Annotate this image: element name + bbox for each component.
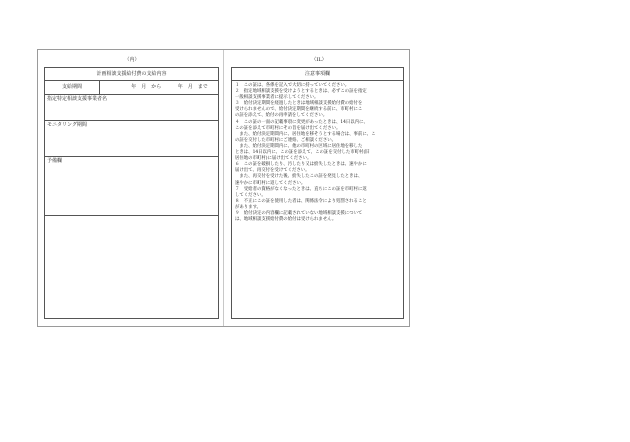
note-line: 届け出て、再交付を受けてください。 <box>235 168 310 174</box>
benefit-content-table <box>44 67 219 319</box>
note-line: ７ 受給者の資格がなくなったときは、直ちにこの証を市町村に返 <box>235 186 367 192</box>
note-line: ８ 不正にこの証を使用した者は、関係法令により処罰されること <box>235 198 367 204</box>
notes-list <box>235 83 400 223</box>
note-line: 居住地の市町村)に届け出てください。 <box>235 156 312 162</box>
monitoring-row <box>45 121 218 157</box>
monitoring-label: モニタリング期間 <box>47 122 87 128</box>
period-from: 年 月 から <box>131 84 162 90</box>
office-label: 指定特定相談支援事業者名 <box>47 96 108 102</box>
remarks-label: 予備欄 <box>47 158 63 164</box>
blank-area <box>45 216 218 318</box>
certificate-sheet <box>37 49 410 327</box>
note-line: また、再交付を受けた後、紛失したこの証を発見したときは、 <box>235 174 363 180</box>
period-label: 支給期間 <box>45 81 100 94</box>
inner-side-label: （内） <box>124 57 140 63</box>
note-line: ときは、14日以内に、この証を添えて、この証を交付した市町村(旧 <box>235 150 370 156</box>
fold-line <box>223 50 224 326</box>
note-line: があります。 <box>235 204 261 210</box>
notes-panel <box>231 67 404 319</box>
period-value <box>103 81 216 94</box>
outer-side-label: （IL） <box>311 57 327 63</box>
table-title: 計画相談支援給付費の支給内容 <box>45 68 218 81</box>
office-row <box>45 95 218 121</box>
note-line: また、給付決定期間内に、居住地を移そうとする場合は、事前に、こ <box>235 131 376 137</box>
note-line: 受けられませんので、給付決定期間を継続する前に、市町村にこ <box>235 107 363 113</box>
note-line: してください。 <box>235 192 266 198</box>
note-line: の証を交付した市町村にご連絡、ご相談ください。 <box>235 137 336 143</box>
period-to: 年 月 まで <box>177 84 208 90</box>
note-line: の証を添えて、給付の再申請をしてください。 <box>235 113 328 119</box>
note-line: また、給付決定期間内に、他の市町村の区域に居住地を移した <box>235 143 363 149</box>
remarks-row <box>45 157 218 216</box>
note-line: ３ 給付決定期間を経過したときは地域相談支援給付費の給付を <box>235 101 363 107</box>
note-line: ４ この証の一面の記載事項に変更があったときは、14日以内に、 <box>235 119 368 125</box>
note-line: 速やかに市町村に返してください。 <box>235 180 306 186</box>
notes-title: 注意事項欄 <box>232 68 403 81</box>
note-line: ９ 給付決定の内容欄に記載されていない地域相談支援について <box>235 210 363 216</box>
note-line: １ この証は、各係を記入で大切に持っていてください。 <box>235 83 350 88</box>
note-line: ２ 指定地域相談支援を受けようとするときは、必ずこの証を指定 <box>235 89 367 95</box>
note-line: ６ この証を破損したり、汚したり又は紛失したときは、速やかに <box>235 162 367 168</box>
note-line: は、地域相談支援給付費の給付は受けられません。 <box>235 217 337 223</box>
period-row <box>45 81 218 95</box>
note-line: この証を添えて市町村にその旨を届け出てください。 <box>235 125 341 131</box>
note-line: 一般相談支援事業者に提示してください。 <box>235 95 319 101</box>
